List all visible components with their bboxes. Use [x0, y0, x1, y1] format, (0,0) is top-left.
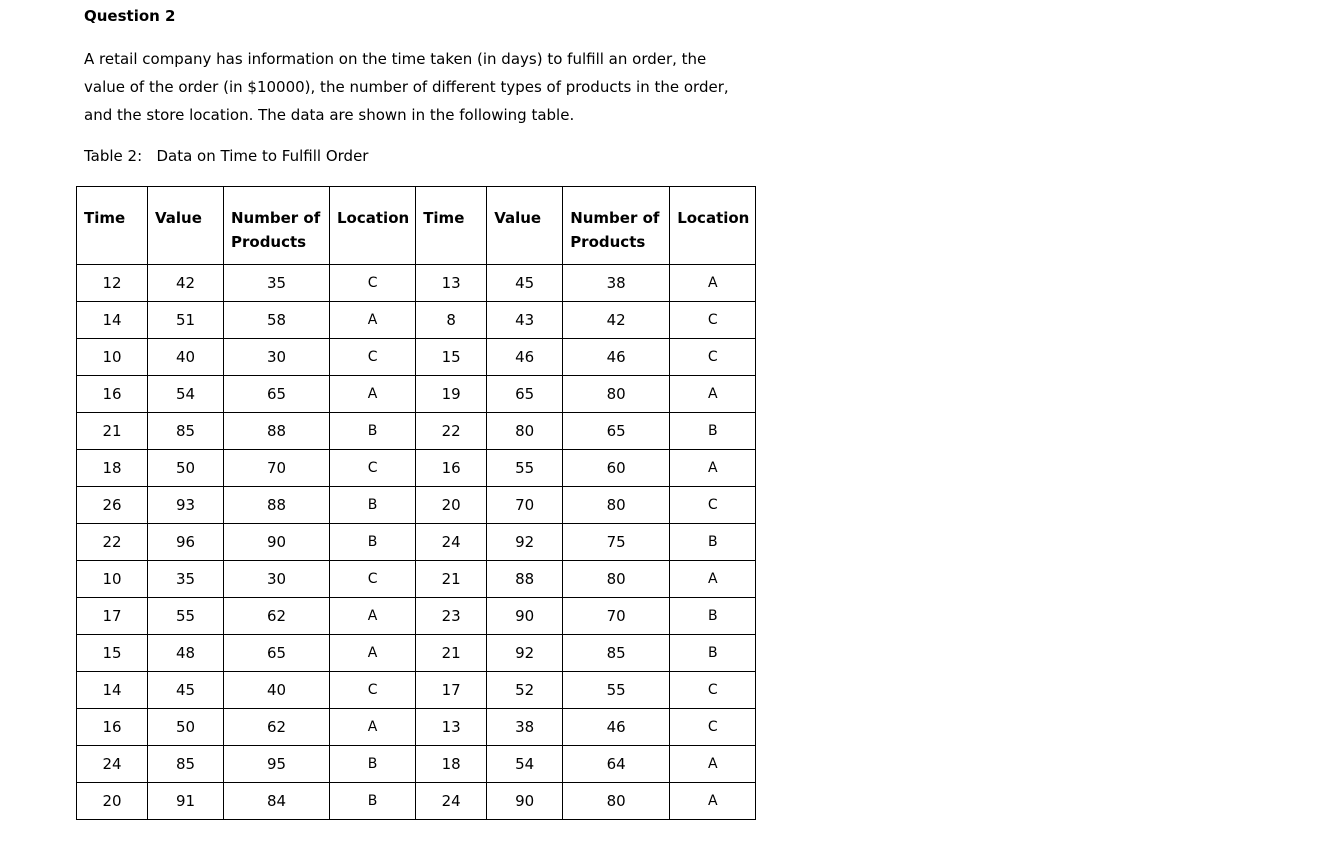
table-cell: 46: [563, 709, 670, 746]
table-cell: A: [670, 376, 756, 413]
table-cell: A: [330, 376, 416, 413]
table-cell: 18: [416, 746, 487, 783]
table-cell: 20: [77, 783, 148, 820]
table-cell: 90: [487, 598, 563, 635]
table-cell: C: [670, 672, 756, 709]
table-row: [77, 265, 756, 302]
table-cell: 60: [563, 450, 670, 487]
table-cell: B: [670, 524, 756, 561]
table-cell: 19: [416, 376, 487, 413]
table-cell: C: [330, 339, 416, 376]
table-cell: 16: [77, 376, 148, 413]
header-time-2: Time: [416, 187, 487, 265]
table-row: [77, 783, 756, 820]
table-cell: 91: [148, 783, 224, 820]
table-cell: 40: [148, 339, 224, 376]
table-cell: 85: [563, 635, 670, 672]
table-cell: B: [330, 783, 416, 820]
table-cell: 52: [487, 672, 563, 709]
table-cell: B: [330, 746, 416, 783]
table-row: [77, 487, 756, 524]
table-cell: 70: [487, 487, 563, 524]
table-cell: 65: [224, 376, 330, 413]
table-cell: 30: [224, 339, 330, 376]
table-cell: 65: [487, 376, 563, 413]
table-row: [77, 635, 756, 672]
table-row: [77, 450, 756, 487]
table-cell: 14: [77, 302, 148, 339]
table-cell: 96: [148, 524, 224, 561]
table-cell: C: [330, 561, 416, 598]
table-cell: 65: [563, 413, 670, 450]
table-cell: 54: [487, 746, 563, 783]
table-cell: 8: [416, 302, 487, 339]
table-cell: 17: [77, 598, 148, 635]
table-cell: 10: [77, 561, 148, 598]
table-cell: 92: [487, 635, 563, 672]
table-cell: 46: [487, 339, 563, 376]
table-cell: C: [670, 302, 756, 339]
table-cell: 75: [563, 524, 670, 561]
table-cell: 80: [563, 487, 670, 524]
table-cell: 54: [148, 376, 224, 413]
table-row: [77, 561, 756, 598]
table-cell: 62: [224, 598, 330, 635]
table-cell: 80: [563, 376, 670, 413]
table-cell: 85: [148, 746, 224, 783]
table-row: [77, 709, 756, 746]
table-cell: 30: [224, 561, 330, 598]
table-cell: B: [330, 487, 416, 524]
table-row: [77, 746, 756, 783]
table-cell: C: [670, 487, 756, 524]
table-cell: 80: [487, 413, 563, 450]
table-cell: 88: [487, 561, 563, 598]
table-cell: 90: [487, 783, 563, 820]
table-header-row: [77, 187, 756, 265]
question-title: Question 2: [84, 7, 176, 25]
table-row: [77, 672, 756, 709]
table-cell: 21: [416, 561, 487, 598]
table-cell: 55: [487, 450, 563, 487]
table-row: [77, 339, 756, 376]
table-cell: B: [670, 413, 756, 450]
table-cell: 13: [416, 709, 487, 746]
table-cell: 70: [224, 450, 330, 487]
table-cell: 26: [77, 487, 148, 524]
table-row: [77, 598, 756, 635]
table-cell: 38: [487, 709, 563, 746]
table-cell: 88: [224, 413, 330, 450]
table-cell: 70: [563, 598, 670, 635]
table-cell: 23: [416, 598, 487, 635]
table-cell: 84: [224, 783, 330, 820]
question-text: A retail company has information on the time taken (in days) to fulfill an order, the value of the order (in $10000), the number of different types of products in the order, and the store location. The data are shown in the following table.: [84, 50, 729, 124]
table-cell: 38: [563, 265, 670, 302]
order-data-table: [76, 186, 756, 820]
header-number-of-products-2: Number of Products: [563, 187, 670, 265]
table-cell: 93: [148, 487, 224, 524]
table-cell: 45: [487, 265, 563, 302]
header-location-2: Location: [670, 187, 756, 265]
table-cell: 62: [224, 709, 330, 746]
table-cell: 90: [224, 524, 330, 561]
table-cell: 40: [224, 672, 330, 709]
table-cell: 12: [77, 265, 148, 302]
table-cell: 24: [416, 783, 487, 820]
table-cell: 16: [77, 709, 148, 746]
table-cell: 50: [148, 450, 224, 487]
table-cell: 88: [224, 487, 330, 524]
table-cell: 50: [148, 709, 224, 746]
table-cell: 15: [416, 339, 487, 376]
table-cell: 15: [77, 635, 148, 672]
header-number-of-products-1: Number of Products: [224, 187, 330, 265]
table-cell: C: [330, 450, 416, 487]
table-cell: 85: [148, 413, 224, 450]
header-location-1: Location: [330, 187, 416, 265]
table-cell: 21: [77, 413, 148, 450]
table-cell: A: [670, 783, 756, 820]
table-cell: 48: [148, 635, 224, 672]
table-row: [77, 376, 756, 413]
table-cell: 92: [487, 524, 563, 561]
table-cell: B: [330, 413, 416, 450]
table-cell: 22: [77, 524, 148, 561]
table-cell: A: [670, 561, 756, 598]
table-cell: A: [330, 598, 416, 635]
table-cell: A: [670, 450, 756, 487]
table-caption: Table 2: Data on Time to Fulfill Order: [84, 147, 369, 165]
table-cell: C: [330, 672, 416, 709]
table-cell: 43: [487, 302, 563, 339]
table-cell: 80: [563, 783, 670, 820]
table-cell: B: [670, 598, 756, 635]
table-cell: 13: [416, 265, 487, 302]
table-cell: 55: [563, 672, 670, 709]
table-row: [77, 413, 756, 450]
table-cell: 14: [77, 672, 148, 709]
table-cell: 21: [416, 635, 487, 672]
header-value-2: Value: [487, 187, 563, 265]
header-value-1: Value: [148, 187, 224, 265]
table-cell: 42: [148, 265, 224, 302]
table-cell: 16: [416, 450, 487, 487]
table-cell: 58: [224, 302, 330, 339]
table-cell: 42: [563, 302, 670, 339]
table-row: [77, 524, 756, 561]
table-cell: 22: [416, 413, 487, 450]
table-cell: A: [330, 709, 416, 746]
table-cell: 55: [148, 598, 224, 635]
table-cell: A: [670, 265, 756, 302]
table-cell: 35: [224, 265, 330, 302]
table-cell: B: [330, 524, 416, 561]
table-cell: C: [670, 709, 756, 746]
table-row: [77, 302, 756, 339]
table-cell: A: [330, 635, 416, 672]
table-cell: 24: [77, 746, 148, 783]
table-cell: 24: [416, 524, 487, 561]
table-cell: 20: [416, 487, 487, 524]
table-cell: B: [670, 635, 756, 672]
table-cell: 51: [148, 302, 224, 339]
table-cell: C: [330, 265, 416, 302]
table-cell: 35: [148, 561, 224, 598]
table-cell: 46: [563, 339, 670, 376]
table-cell: 18: [77, 450, 148, 487]
table-cell: 64: [563, 746, 670, 783]
table-cell: 65: [224, 635, 330, 672]
table-cell: 95: [224, 746, 330, 783]
table-cell: 45: [148, 672, 224, 709]
table-body: [77, 265, 756, 820]
header-time-1: Time: [77, 187, 148, 265]
table-cell: A: [670, 746, 756, 783]
table-cell: 80: [563, 561, 670, 598]
table-cell: C: [670, 339, 756, 376]
table-cell: 10: [77, 339, 148, 376]
table-cell: A: [330, 302, 416, 339]
table-cell: 17: [416, 672, 487, 709]
